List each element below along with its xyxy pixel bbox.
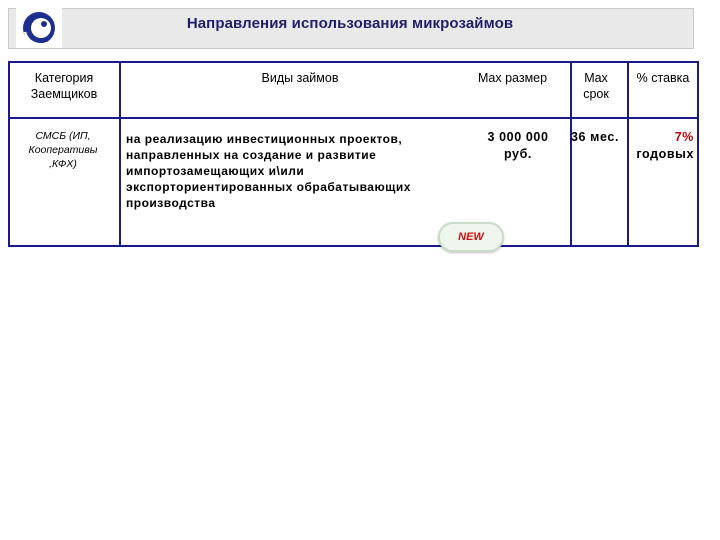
category-line: ,КФХ) <box>49 158 77 170</box>
max-size-amount: 3 000 000 <box>487 130 549 144</box>
rate-unit: годовых <box>636 147 694 161</box>
loan-type-line: импортозамещающих и\или <box>126 164 305 178</box>
new-badge: NEW <box>438 222 504 252</box>
column-divider <box>119 63 121 245</box>
column-header-rate: % ставка <box>636 71 690 85</box>
max-size-cell <box>468 129 568 163</box>
category-line: Кооперативы <box>28 144 98 156</box>
category-line: СМСБ (ИП, <box>35 130 91 142</box>
page-title: Направления использования микрозаймов <box>186 15 514 32</box>
rate-cell <box>628 129 694 163</box>
circular-arrow-logo-icon <box>16 8 62 48</box>
column-header-max-term: Max срок <box>583 71 609 101</box>
max-term-cell: 36 мес. <box>571 130 620 144</box>
rate-value: 7% <box>674 130 694 144</box>
category-cell <box>14 129 112 171</box>
row-divider <box>10 117 697 119</box>
max-size-unit: руб. <box>503 147 533 161</box>
column-header-category: Категория Заемщиков <box>30 71 98 101</box>
loan-type-cell <box>126 131 456 211</box>
column-header-loan-type: Виды займов <box>261 71 339 85</box>
loan-type-line: экспорториентированных обрабатывающих <box>126 180 411 194</box>
loan-type-line: на реализацию инвестиционных проектов, <box>126 132 403 146</box>
loan-type-line: производства <box>126 196 216 210</box>
column-header-max-size: Max размер <box>478 71 548 85</box>
loan-type-line: направленных на создание и развитие <box>126 148 377 162</box>
